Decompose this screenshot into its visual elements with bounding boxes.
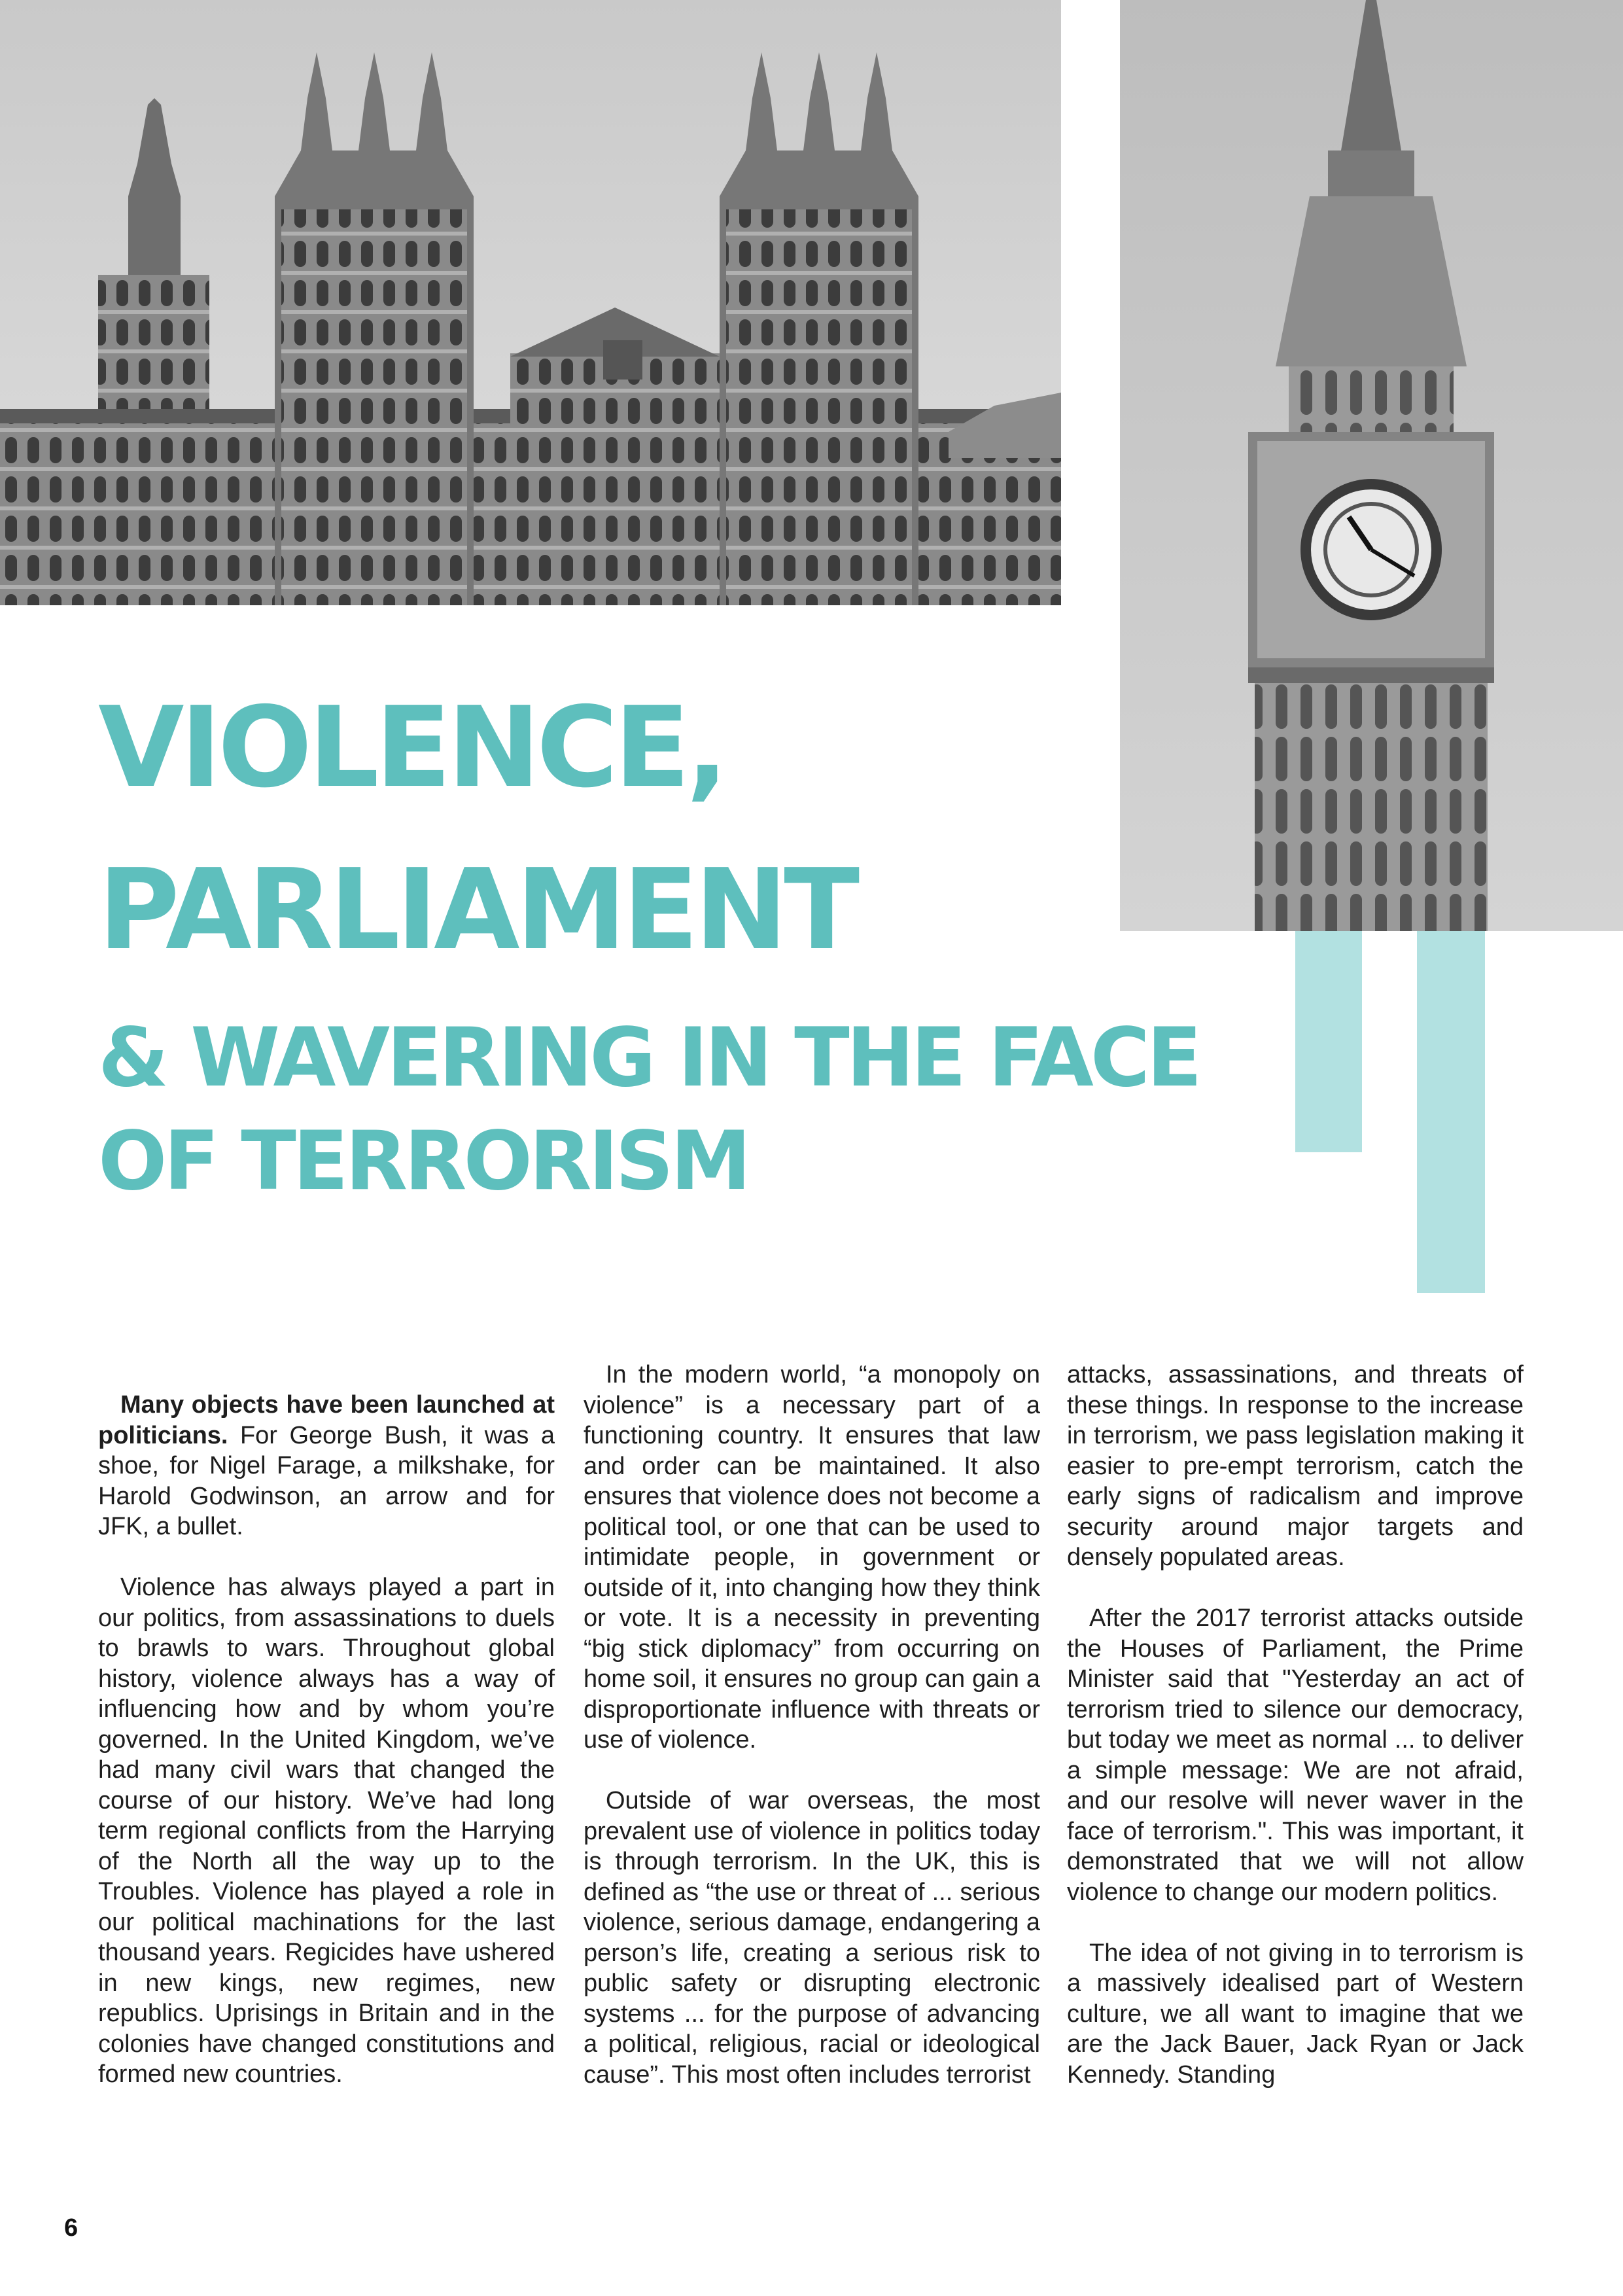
subheadline-line-2: OF TERRORISM [98, 1114, 748, 1209]
page-number: 6 [64, 2214, 79, 2242]
paragraph: After the 2017 terrorist attacks outside the Houses of Parliament, the Prime Minister said that "Yesterday an act of terrorism tried to silence our democracy, but today we meet as normal ... to deliver a simple message: We are not afraid, and our resolve will never waver in the face of terrorism.". This was important, it demonstrated that we will not allow violence to change our modern politics. [1067, 1604, 1524, 1906]
article-column-3 [1067, 1360, 1524, 2090]
accent-bar-short [1295, 931, 1362, 1152]
paragraph: attacks, assassinations, and threats of these things. In response to the increase in terrorism, we pass legislation making it easier to pre-empt terrorism, catch the early signs of radicalism and improve security around major targets and densely populated areas. [1067, 1361, 1524, 1571]
paragraph: In the modern world, “a monopoly on violence” is a necessary part of a functioning country. It ensures that law and order can be maintained. It also ensures that violence does not become a political tool, or one that can be used to intimidate people, in government or outside of it, into changing how they think or vote. It is a necessity in preventing “big stick diplomacy” from occurring on home soil, it ensures no group can gain a disproportionate influence with threats or use of violence. [584, 1361, 1040, 1754]
bigben-photo [1120, 0, 1623, 931]
headline-line-1: VIOLENCE, [98, 683, 725, 813]
accent-bar-long [1417, 931, 1485, 1293]
paragraph: The idea of not giving in to terrorism is a massively idealised part of Western culture, we all want to imagine that we are the Jack Bauer, Jack Ryan or Jack Kennedy. Standing [1067, 1939, 1524, 2089]
headline-line-2: PARLIAMENT [98, 845, 856, 975]
article-column-2 [584, 1360, 1040, 2090]
paragraph [98, 1390, 555, 1542]
subheadline-line-1: & WAVERING IN THE FACE [98, 1011, 1199, 1105]
paragraph: Outside of war overseas, the most prevalent use of violence in politics today is through terrorism. In the UK, this is defined as “the use or threat of ... serious violence, serious damage, endangering a person’s life, creating a serious risk to public safety or disrupting electronic systems ... for the purpose of advancing a political, religious, racial or ideological cause”. This most often includes terrorist [584, 1787, 1040, 2089]
paragraph-text: For George Bush, it was a shoe, for Nigel Farage, a milkshake, for Harold Godwinson, an arrow and for JFK, a bullet. [98, 1421, 555, 1540]
paragraph: Violence has always played a part in our politics, from assassinations to duels to brawls to wars. Throughout global history, violence always has a way of influencing how and by whom you’re governed. In the United Kingdom, we’ve had many civil wars that changed the course of our history. We’ve had long term regional conflicts from the Harrying of the North all the way up to the Troubles. Violence has played a role in our political machinations for the last thousand years. Regicides have ushered in new kings, new regimes, new republics. Uprisings in Britain and in the colonies have changed constitutions and formed new countries. [98, 1574, 555, 2088]
lead-sentence: Many objects have been launched at politicians. [98, 1391, 555, 1449]
parliament-photo [0, 0, 1061, 605]
article-column-1 [98, 1390, 555, 2090]
